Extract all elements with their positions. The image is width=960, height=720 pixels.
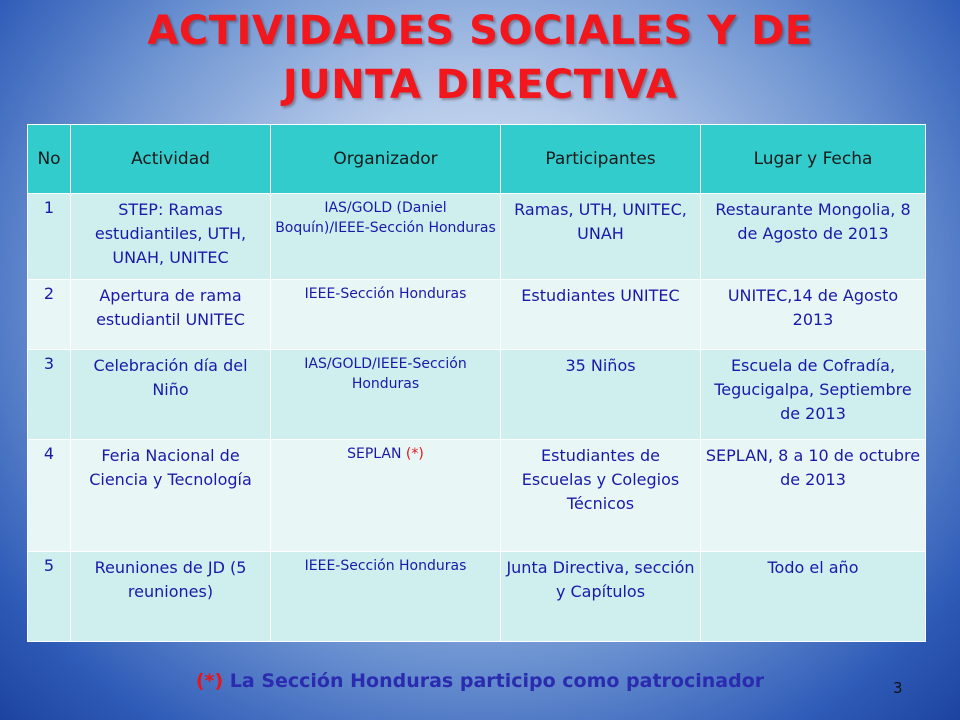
cell-no: 2 — [28, 280, 71, 350]
cell-actividad: STEP: Ramas estudiantiles, UTH, UNAH, UNITEC — [71, 194, 271, 280]
page-number: 3 — [893, 679, 903, 697]
cell-no: 3 — [28, 350, 71, 440]
cell-actividad: Feria Nacional de Ciencia y Tecnología — [71, 440, 271, 552]
cell-actividad: Apertura de rama estudiantil UNITEC — [71, 280, 271, 350]
header-lugar-fecha: Lugar y Fecha — [701, 125, 926, 194]
cell-no: 5 — [28, 552, 71, 642]
header-actividad: Actividad — [71, 125, 271, 194]
cell-lugar-fecha: Escuela de Cofradía, Tegucigalpa, Septiembre de 2013 — [701, 350, 926, 440]
table-row — [28, 350, 926, 440]
cell-participantes: Estudiantes UNITEC — [501, 280, 701, 350]
header-participantes: Participantes — [501, 125, 701, 194]
cell-lugar-fecha: Restaurante Mongolia, 8 de Agosto de 2013 — [701, 194, 926, 280]
footnote-mark: (*) — [195, 670, 224, 692]
slide-title — [0, 4, 960, 112]
table-row — [28, 280, 926, 350]
header-no: No — [28, 125, 71, 194]
cell-organizador — [271, 280, 501, 350]
organizador-text: IEEE-Sección Honduras — [304, 558, 467, 574]
cell-participantes: 35 Niños — [501, 350, 701, 440]
organizador-text: IEEE-Sección Honduras — [304, 286, 467, 302]
footnote — [0, 670, 960, 692]
cell-organizador — [271, 552, 501, 642]
table-row — [28, 440, 926, 552]
organizador-text: IAS/GOLD (Daniel Boquín)/IEEE-Sección Honduras — [275, 200, 496, 236]
cell-actividad: Reuniones de JD (5 reuniones) — [71, 552, 271, 642]
table-row — [28, 194, 926, 280]
table-row — [28, 552, 926, 642]
organizador-mark: (*) — [405, 446, 424, 462]
cell-lugar-fecha: Todo el año — [701, 552, 926, 642]
cell-participantes: Ramas, UTH, UNITEC, UNAH — [501, 194, 701, 280]
organizador-text: IAS/GOLD/IEEE-Sección Honduras — [304, 356, 467, 392]
slide-title-line-1: ACTIVIDADES SOCIALES Y DE — [147, 8, 813, 54]
cell-lugar-fecha: SEPLAN, 8 a 10 de octubre de 2013 — [701, 440, 926, 552]
cell-organizador — [271, 350, 501, 440]
table-header-row — [28, 125, 926, 194]
cell-organizador — [271, 440, 501, 552]
cell-no: 4 — [28, 440, 71, 552]
footnote-text: La Sección Honduras participo como patrocinador — [223, 670, 765, 692]
cell-participantes: Estudiantes de Escuelas y Colegios Técnicos — [501, 440, 701, 552]
cell-no: 1 — [28, 194, 71, 280]
cell-organizador — [271, 194, 501, 280]
cell-lugar-fecha: UNITEC,14 de Agosto 2013 — [701, 280, 926, 350]
cell-actividad: Celebración día del Niño — [71, 350, 271, 440]
activities-table — [27, 124, 926, 642]
slide-title-line-2: JUNTA DIRECTIVA — [282, 62, 678, 108]
header-organizador: Organizador — [271, 125, 501, 194]
organizador-text: SEPLAN — [347, 446, 406, 462]
cell-participantes: Junta Directiva, sección y Capítulos — [501, 552, 701, 642]
